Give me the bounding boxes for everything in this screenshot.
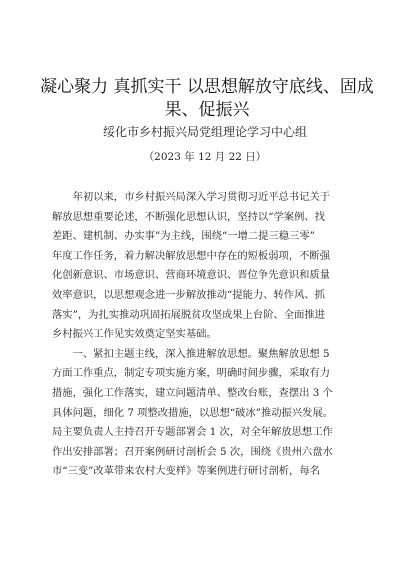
body-line: 化创新意识、市场意识、营商环境意识、晋位争先意识和质量 bbox=[52, 269, 331, 282]
body-line: 差距、建机制、办实事”为主线，围绕“一增二提三稳三零” bbox=[52, 230, 315, 243]
article-title bbox=[40, 76, 374, 122]
body-line: 具体问题，细化 7 项整改措施，以思想“破冰”推动振兴发展。 bbox=[52, 406, 334, 419]
body-line: 市“三变”改革带来农村大变样》等案例进行研讨剖析，每名 bbox=[52, 465, 320, 478]
title-line-2: 果、促振兴 bbox=[164, 100, 250, 120]
body-line: 乡村振兴工作见实效奠定坚实基础。 bbox=[52, 328, 217, 341]
body-line: 一、紧扣主题主线，深入推进解放思想。聚焦解放思想 5 bbox=[52, 347, 330, 360]
body-line: 措施，强化工作落实，建立问题清单、整改台账，查摆出 3 个 bbox=[52, 386, 333, 399]
body-line: 局主要负责人主持召开专题部署会 1 次，对全年解放思想工作 bbox=[52, 426, 333, 439]
body-line: 方面工作重点，制定专项实施方案，明确时间步骤，采取有力 bbox=[52, 367, 331, 380]
body-line: 年度工作任务，着力解决解放思想中存在的短板弱项，不断强 bbox=[52, 249, 331, 262]
title-line-1: 凝心聚力 真抓实干 以思想解放守底线、固成 bbox=[40, 77, 374, 97]
body-line: 作出安排部署；召开案例研讨剖析会 5 次，围绕《贵州六盘水 bbox=[52, 445, 333, 458]
article-body bbox=[52, 188, 357, 482]
body-line: 解放思想重要论述，不断强化思想认识，坚持以“学案例、找 bbox=[52, 210, 325, 223]
body-line: 效率意识，以思想观念进一步解放推动“提能力、转作风、抓 bbox=[52, 288, 325, 301]
body-line: 落实”，为扎实推动巩固拓展脱贫攻坚成果上台阶、全面推进 bbox=[52, 308, 325, 321]
date-line: （2023 年 12 月 22 日） bbox=[143, 151, 267, 163]
body-line: 年初以来，市乡村振兴局深入学习贯彻习近平总书记关于 bbox=[52, 191, 331, 203]
organization-byline: 绥化市乡村振兴局党组理论学习中心组 bbox=[102, 125, 307, 139]
